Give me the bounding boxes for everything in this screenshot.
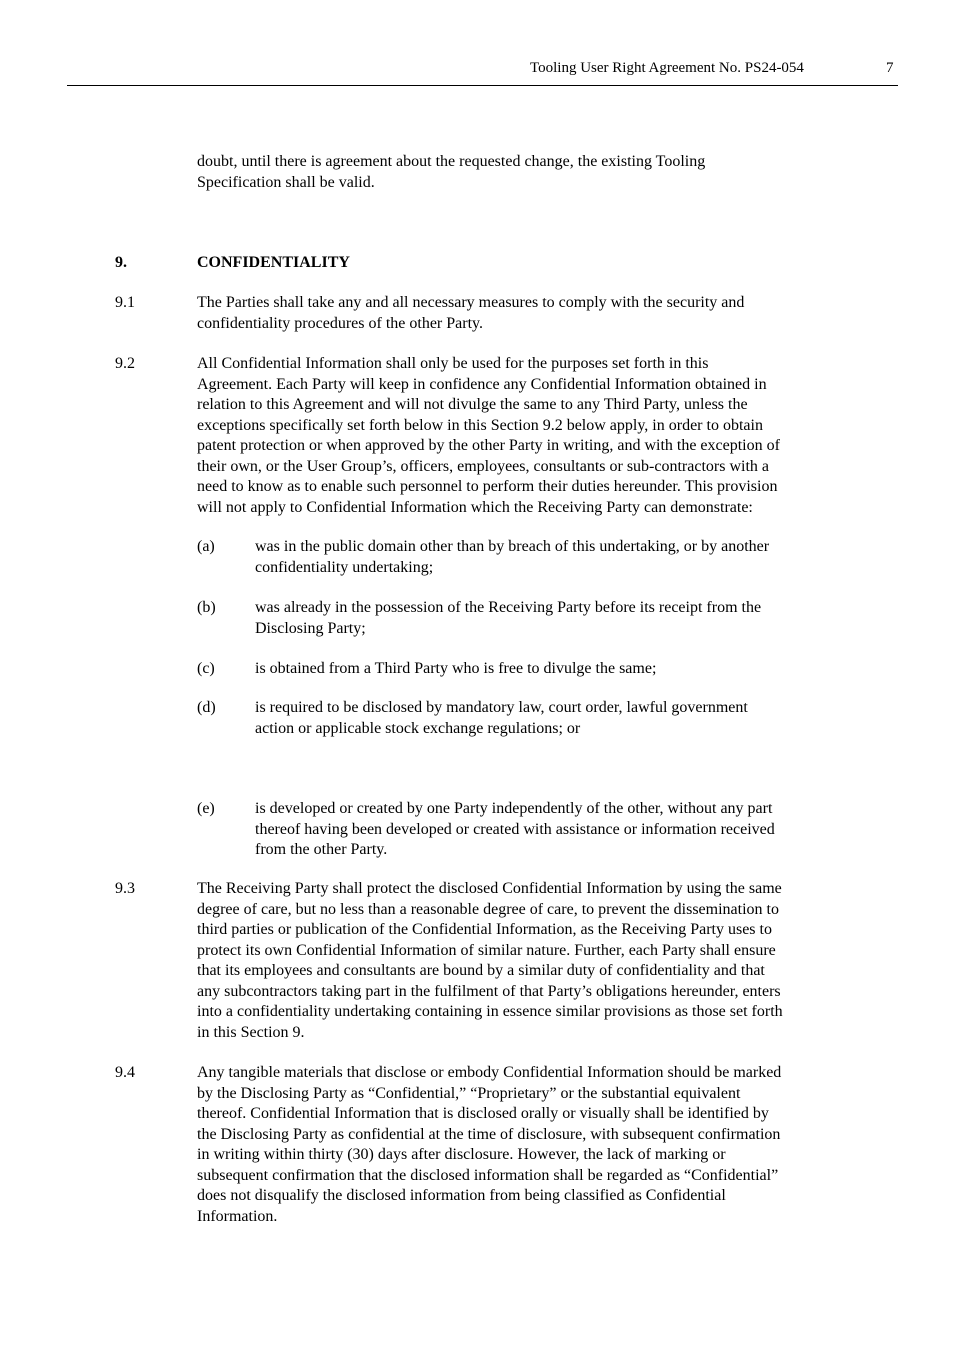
section-number: 9. [115,254,127,271]
continuation-paragraph [197,152,857,193]
text-line: was already in the possession of the Receiving Party before its receipt from the [255,599,762,616]
text-line: was in the public domain other than by breach of this undertaking, or by another [255,538,770,555]
item-text-e [255,799,855,861]
text-line: is required to be disclosed by mandatory law, court order, lawful government [255,699,748,716]
text-line: need to know as to enable such personnel to perform their duties hereunder. This provision [197,478,778,495]
text-line: The Receiving Party shall protect the disclosed Confidential Information by using the same [197,880,782,897]
text-line: does not disqualify the disclosed information from being classified as Confidential [197,1187,726,1204]
text-line: Agreement. Each Party will keep in confidence any Confidential Information obtained in [197,375,767,393]
text-line: doubt, until there is agreement about the requested change, the existing Tooling [197,153,706,170]
item-text-d [255,698,855,739]
text-line: is developed or created by one Party independently of the other, without any part [255,800,773,817]
text-line: confidentiality undertaking; [255,558,434,576]
item-text-a [255,537,855,578]
text-line: thereof. Confidential Information that is disclosed orally or visually shall be identified by [197,1105,769,1122]
clause-text-9-2 [197,354,857,518]
text-line: exceptions specifically set forth below in this Section 9.2 below apply, in order to obtain [197,416,763,434]
text-line: relation to this Agreement and will not divulge the same to any Third Party, unless the [197,396,748,413]
running-header-title: Tooling User Right Agreement No. PS24-054 [530,60,804,76]
text-line: The Parties shall take any and all necessary measures to comply with the security and [197,294,745,311]
text-line: Disclosing Party; [255,619,366,637]
clause-number-9-3: 9.3 [115,880,135,897]
text-line: Specification shall be valid. [197,173,375,191]
text-line: third parties or publication of the Confidential Information, as the Receiving Party uses to [197,921,772,938]
text-line: will not apply to Confidential Information which the Receiving Party can demonstrate: [197,498,753,516]
clause-text-9-4 [197,1063,857,1227]
item-label-b: (b) [197,599,216,616]
text-line: in writing within thirty (30) days after disclosure. However, the lack of marking or [197,1146,726,1163]
text-line: is obtained from a Third Party who is free to divulge the same; [255,660,657,677]
text-line: protect its own Confidential Information of similar nature. Further, each Party shall ensure [197,941,776,959]
page-number: 7 [886,60,894,76]
text-line: Any tangible materials that disclose or embody Confidential Information should be marked [197,1064,782,1081]
item-text-b [255,598,855,639]
clause-number-9-4: 9.4 [115,1064,135,1081]
clause-text-9-3 [197,879,857,1043]
item-label-d: (d) [197,699,216,716]
section-title: CONFIDENTIALITY [197,254,350,271]
text-line: any subcontractors taking part in the fulfilment of that Party’s obligations hereunder, enters [197,982,781,1000]
clause-number-9-2: 9.2 [115,355,135,372]
text-line: that its employees and consultants are bound by a similar duty of confidentiality and that [197,962,765,979]
text-line: confidentiality procedures of the other Party. [197,314,483,332]
text-line: degree of care, but no less than a reasonable degree of care, to prevent the dissemination to [197,900,779,918]
text-line: from the other Party. [255,841,388,858]
text-line: patent protection or when approved by the other Party in writing, and with the exception of [197,437,780,454]
item-text-c [255,659,855,680]
text-line: thereof having been developed or created with assistance or information received [255,820,775,838]
text-line: the Disclosing Party as confidential at the time of disclosure, with subsequent confirmation [197,1125,781,1143]
clause-text-9-1 [197,293,857,334]
text-line: Information. [197,1207,278,1225]
text-line: into a confidentiality undertaking containing in essence similar provisions as those set forth [197,1003,783,1020]
item-label-c: (c) [197,660,215,677]
item-label-a: (a) [197,538,215,555]
item-label-e: (e) [197,800,215,817]
header-divider [67,85,898,86]
text-line: by the Disclosing Party as “Confidential,” “Proprietary” or the substantial equivalent [197,1084,741,1102]
text-line: in this Section 9. [197,1023,305,1041]
clause-number-9-1: 9.1 [115,294,135,311]
text-line: action or applicable stock exchange regulations; or [255,719,581,737]
text-line: their own, or the User Group’s, officers, employees, consultants or sub-contractors with a [197,457,770,475]
text-line: All Confidential Information shall only be used for the purposes set forth in this [197,355,709,372]
text-line: subsequent confirmation that the disclosed information shall be regarded as “Confidential” [197,1166,779,1184]
